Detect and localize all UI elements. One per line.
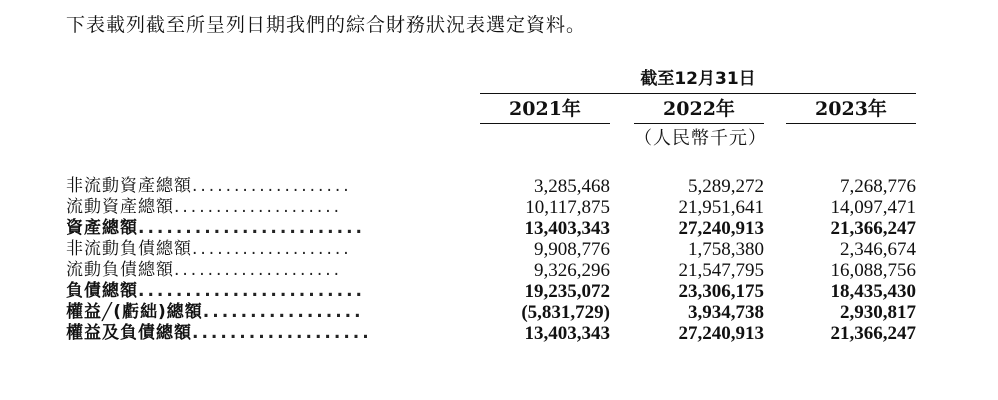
financial-table [66,176,916,344]
value-2022: 3,934,738 [688,302,764,323]
row-label: 權益及負債總額................... [66,323,372,343]
value-2021: 13,403,343 [524,218,610,239]
value-2022: 21,547,795 [678,260,764,281]
column-header-2023: 2023年 [786,94,916,124]
value-2023: 14,097,471 [830,197,916,218]
value-2022: 27,240,913 [678,218,764,239]
intro-text: 下表載列截至所呈列日期我們的綜合財務狀況表選定資料。 [66,14,587,36]
table-row [66,176,916,197]
value-2022: 21,951,641 [678,197,764,218]
table-row [66,218,916,239]
value-2021: 10,117,875 [525,197,610,218]
value-2023: 21,366,247 [830,218,916,239]
table-row [66,239,916,260]
value-2022: 1,758,380 [688,239,764,260]
column-header-2021: 2021年 [480,94,610,124]
value-2021: 3,285,468 [534,176,610,197]
row-label: 非流動資產總額................... [66,176,352,196]
column-header-2022: 2022年 [634,94,764,124]
row-label: 流動資產總額.................... [66,197,343,217]
value-2023: 7,268,776 [840,176,916,197]
value-2021: 9,326,296 [534,260,610,281]
value-2021: (5,831,729) [521,302,610,323]
value-2023: 21,366,247 [830,323,916,344]
value-2022: 5,289,272 [688,176,764,197]
value-2022: 23,306,175 [678,281,764,302]
row-label: 非流動負債總額................... [66,239,352,259]
value-2023: 2,930,817 [840,302,916,323]
row-label: 流動負債總額.................... [66,260,343,280]
value-2023: 18,435,430 [830,281,916,302]
table-row [66,302,916,323]
value-2022: 27,240,913 [678,323,764,344]
value-2021: 13,403,343 [524,323,610,344]
value-2023: 16,088,756 [830,260,916,281]
table-row [66,197,916,218]
unit-label: （人民幣千元） [634,128,767,149]
period-header: 截至12月31日 [480,64,916,94]
row-label: 資產總額........................ [66,218,365,238]
value-2021: 19,235,072 [524,281,610,302]
row-label: 負債總額........................ [66,281,365,301]
value-2023: 2,346,674 [840,239,916,260]
value-2021: 9,908,776 [534,239,610,260]
row-label: 權益╱(虧絀)總額................. [66,302,364,322]
table-row [66,281,916,302]
table-row [66,323,916,344]
table-row [66,260,916,281]
